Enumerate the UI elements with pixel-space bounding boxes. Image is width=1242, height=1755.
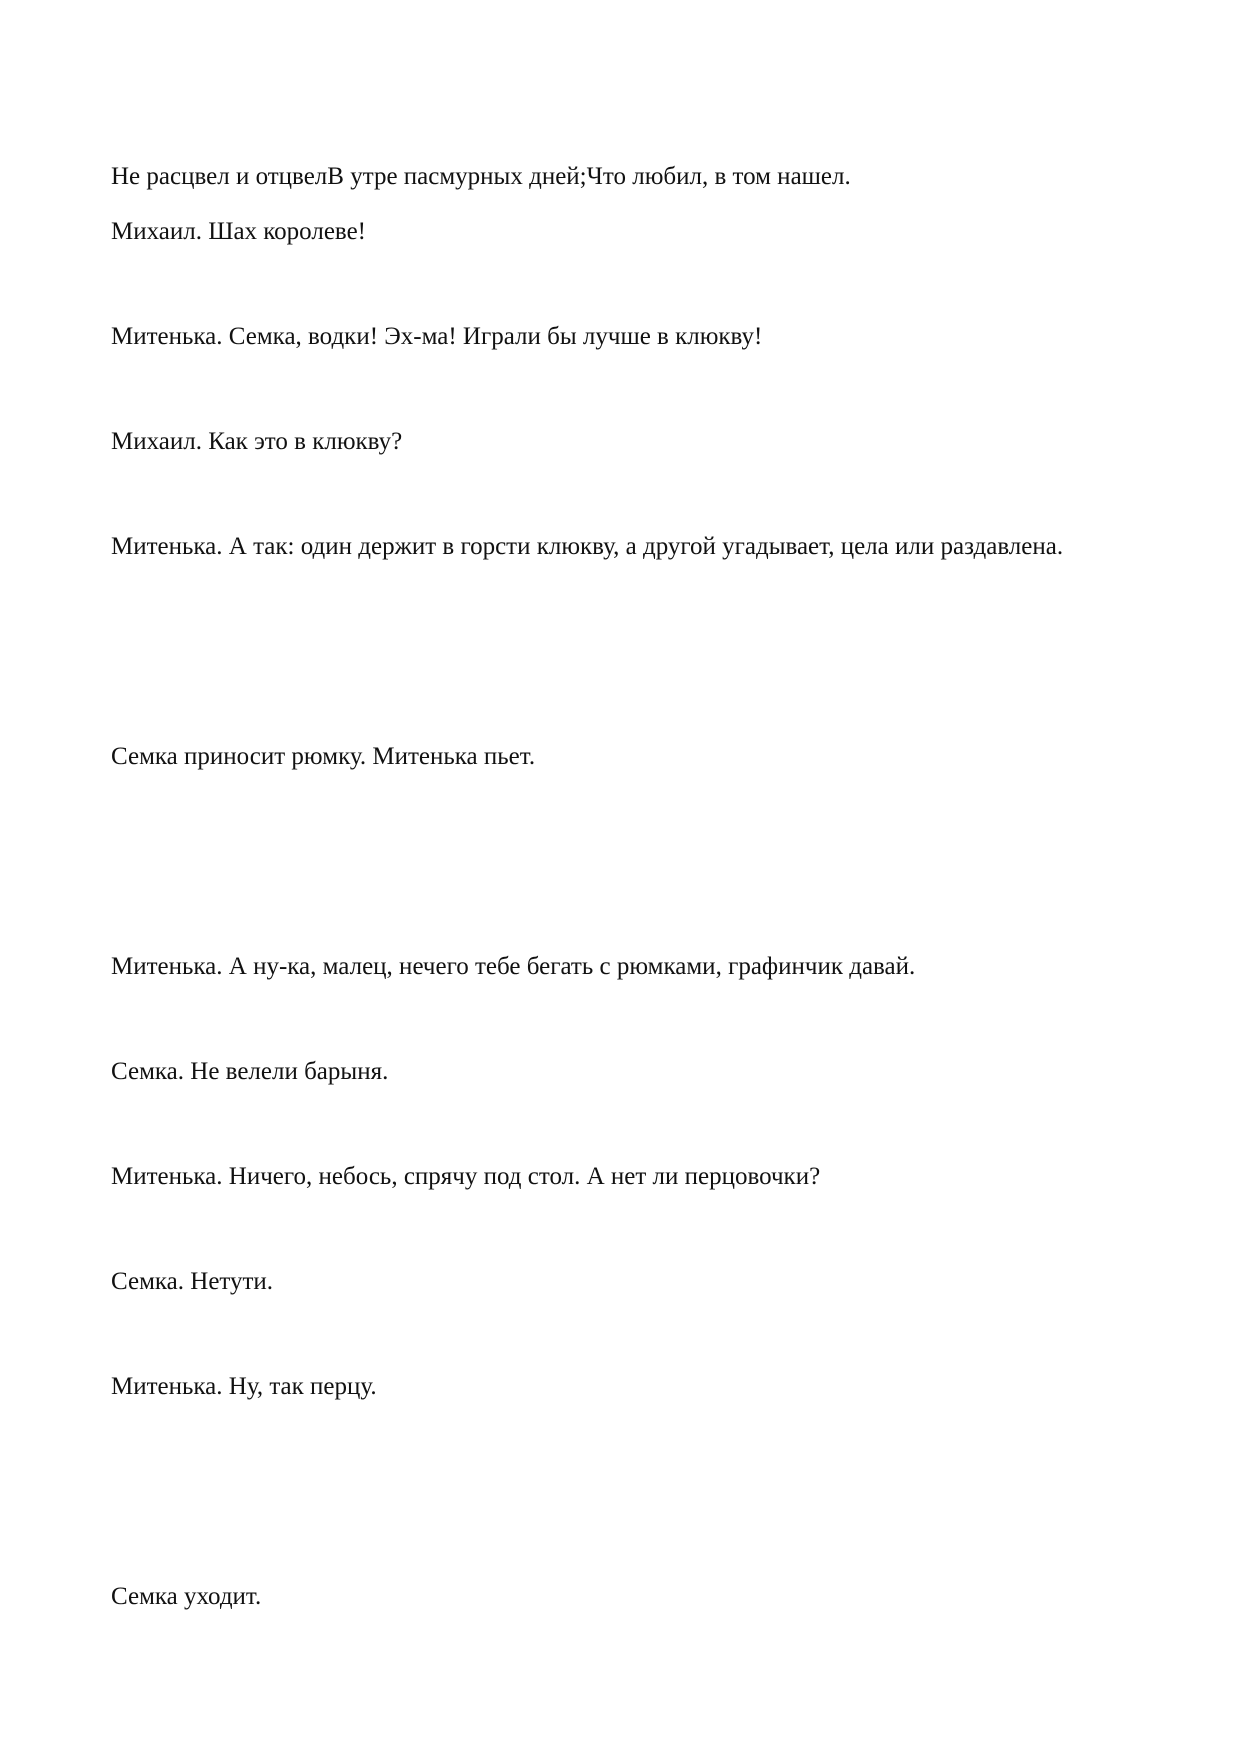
stage-direction: Семка приносит рюмку. Митенька пьет. <box>111 743 536 770</box>
dialogue-line: Михаил. Как это в клюкву? <box>111 428 403 455</box>
dialogue-line: Митенька. Ничего, небось, спрячу под стол. А нет ли перцовочки? <box>111 1163 821 1190</box>
dialogue-line: Митенька. А ну-ка, малец, нечего тебе бегать с рюмками, графинчик давай. <box>111 953 916 980</box>
dialogue-line: Митенька. Семка, водки! Эх-ма! Играли бы лучше в клюкву! <box>111 323 763 350</box>
dialogue-line: Митенька. А так: один держит в горсти клюкву, а другой угадывает, цела или раздавлена. <box>111 533 1064 560</box>
dialogue-line: Семка. Нетути. <box>111 1268 274 1295</box>
dialogue-line: Митенька. Ну, так перцу. <box>111 1373 377 1400</box>
dialogue-line: Михаил. Шах королеве! <box>111 218 366 245</box>
stage-direction: Семка уходит. <box>111 1583 262 1610</box>
verse-line: Не расцвел и отцвелВ утре пасмурных дней;Что любил, в том нашел. <box>111 163 851 190</box>
dialogue-line: Семка. Не велели барыня. <box>111 1058 389 1085</box>
